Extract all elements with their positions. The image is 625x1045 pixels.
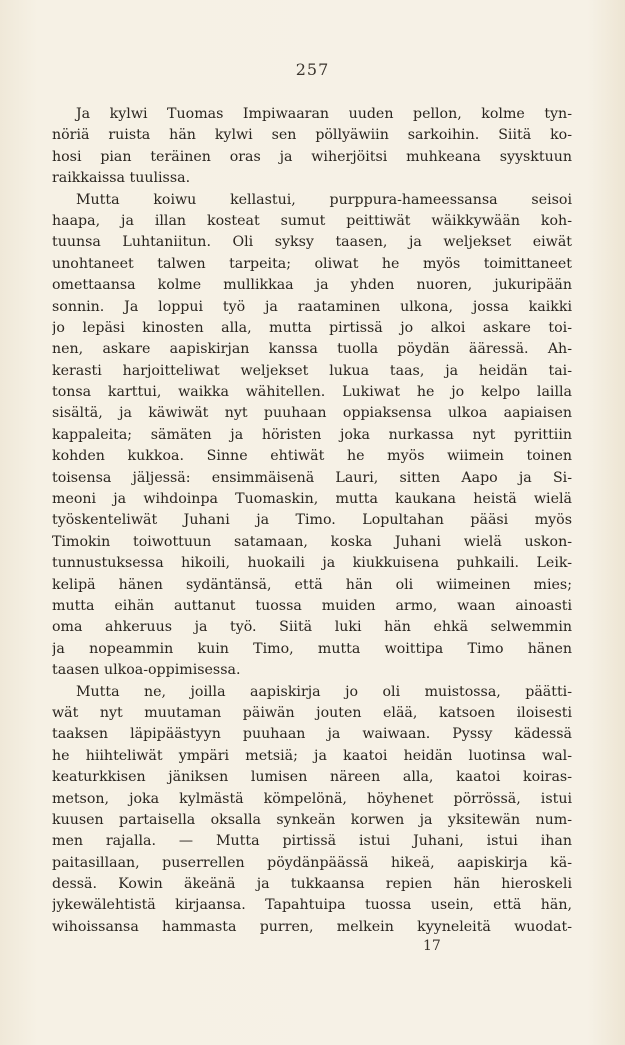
text-line: Timokin toiwottuun satamaan, koska Juhani wielä uskon- (52, 533, 572, 550)
text-line: kuusen partaisella oksalla synkeän korwen ja yksitewän num- (52, 811, 572, 828)
text-line: jo lepäsi kinosten alla, mutta pirtissä jo alkoi askare toi- (52, 319, 572, 336)
text-line: toisensa jäljessä: ensimmäisenä Lauri, sitten Aapo ja Si- (52, 469, 572, 486)
text-line: kerasti harjoitteliwat weljekset lukua taas, ja heidän tai- (52, 362, 572, 379)
text-line: kappaleita; sämäten ja höristen joka nurkassa nyt pyrittiin (52, 426, 572, 443)
text-line: raikkaissa tuulissa. (52, 170, 191, 187)
text-line: kelipä hänen sydäntänsä, että hän oli wiimeinen mies; (52, 576, 572, 593)
text-line: men rajalla. — Mutta pirtissä istui Juhani, istui ihan (52, 833, 572, 850)
text-line: työskenteliwät Juhani ja Timo. Lopultahan pääsi myös (52, 512, 572, 529)
text-line: tonsa karttui, waikka wähitellen. Lukiwat he jo kelpo lailla (52, 384, 572, 401)
text-line: meoni ja wihdoinpa Tuomaskin, mutta kaukana heistä wielä (52, 491, 572, 508)
text-line: nöriä ruista hän kylwi sen pöllyäwiin sarkoihin. Siitä ko- (52, 127, 572, 144)
body-text (52, 104, 572, 938)
text-line: Mutta koiwu kellastui, purppura-hameessansa seisoi (76, 191, 572, 208)
page-number: 257 (295, 60, 330, 79)
text-line: taaksen läpipäästyyn puuhaan ja waiwaan. Pyssy kädessä (52, 726, 572, 743)
text-line: jykewälehtistä kirjaansa. Tapahtuipa tuossa usein, että hän, (52, 897, 572, 914)
text-line: tuunsa Luhtaniitun. Oli syksy taasen, ja weljekset eiwät (52, 234, 572, 251)
text-line: sonnin. Ja loppui työ ja raataminen ulkona, jossa kaikki (52, 298, 572, 315)
text-line: unohtaneet talwen tarpeita; oliwat he myös toimittaneet (52, 255, 572, 272)
text-line: haapa, ja illan kosteat sumut peittiwät wäikkywään koh- (52, 212, 572, 229)
text-line: oma ahkeruus ja työ. Siitä luki hän ehkä selwemmin (52, 619, 572, 636)
text-line: dessä. Kowin äkeänä ja tukkaansa repien hän hieroskeli (52, 876, 572, 893)
signature-mark: 17 (423, 938, 441, 954)
text-line: metson, joka kylmästä kömpelönä, höyhenet pörrössä, istui (52, 790, 572, 807)
text-line: he hiihteliwät ympäri metsiä; ja kaatoi heidän luotinsa wal- (52, 747, 572, 764)
text-line: taasen ulkoa-oppimisessa. (52, 662, 241, 679)
text-line: hosi pian teräinen oras ja wiherjöitsi muhkeana syysktuun (52, 148, 572, 165)
text-line: keaturkkisen jäniksen lumisen näreen alla, kaatoi koiras- (52, 769, 572, 786)
text-line: mutta eihän auttanut tuossa muiden armo, waan ainoasti (52, 597, 572, 614)
text-line: sisältä, ja käwiwät nyt puuhaan oppiaksensa ulkoa aapiaisen (52, 405, 572, 422)
text-line: kohden kukkoa. Sinne ehtiwät he myös wiimein toinen (52, 448, 572, 465)
text-line: Ja kylwi Tuomas Impiwaaran uuden pellon, kolme tyn- (76, 106, 572, 122)
text-line: wät nyt muutaman päiwän jouten elää, katsoen iloisesti (52, 704, 572, 721)
text-line: wihoissansa hammasta purren, melkein kyyneleitä wuodat- (52, 918, 572, 935)
text-line: Mutta ne, joilla aapiskirja jo oli muistossa, päätti- (76, 683, 572, 700)
text-line: tunnustuksessa hikoili, huokaili ja kiukkuisena puhkaili. Leik- (52, 555, 572, 572)
text-line: nen, askare aapiskirjan kanssa tuolla pöydän ääressä. Ah- (52, 341, 572, 358)
text-line: omettaansa kolme mullikkaa ja yhden nuoren, jukuripään (52, 277, 572, 294)
text-line: ja nopeammin kuin Timo, mutta woittipa Timo hänen (52, 640, 572, 657)
text-line: paitasillaan, puserrellen pöydänpäässä hikeä, aapiskirja kä- (52, 854, 572, 871)
